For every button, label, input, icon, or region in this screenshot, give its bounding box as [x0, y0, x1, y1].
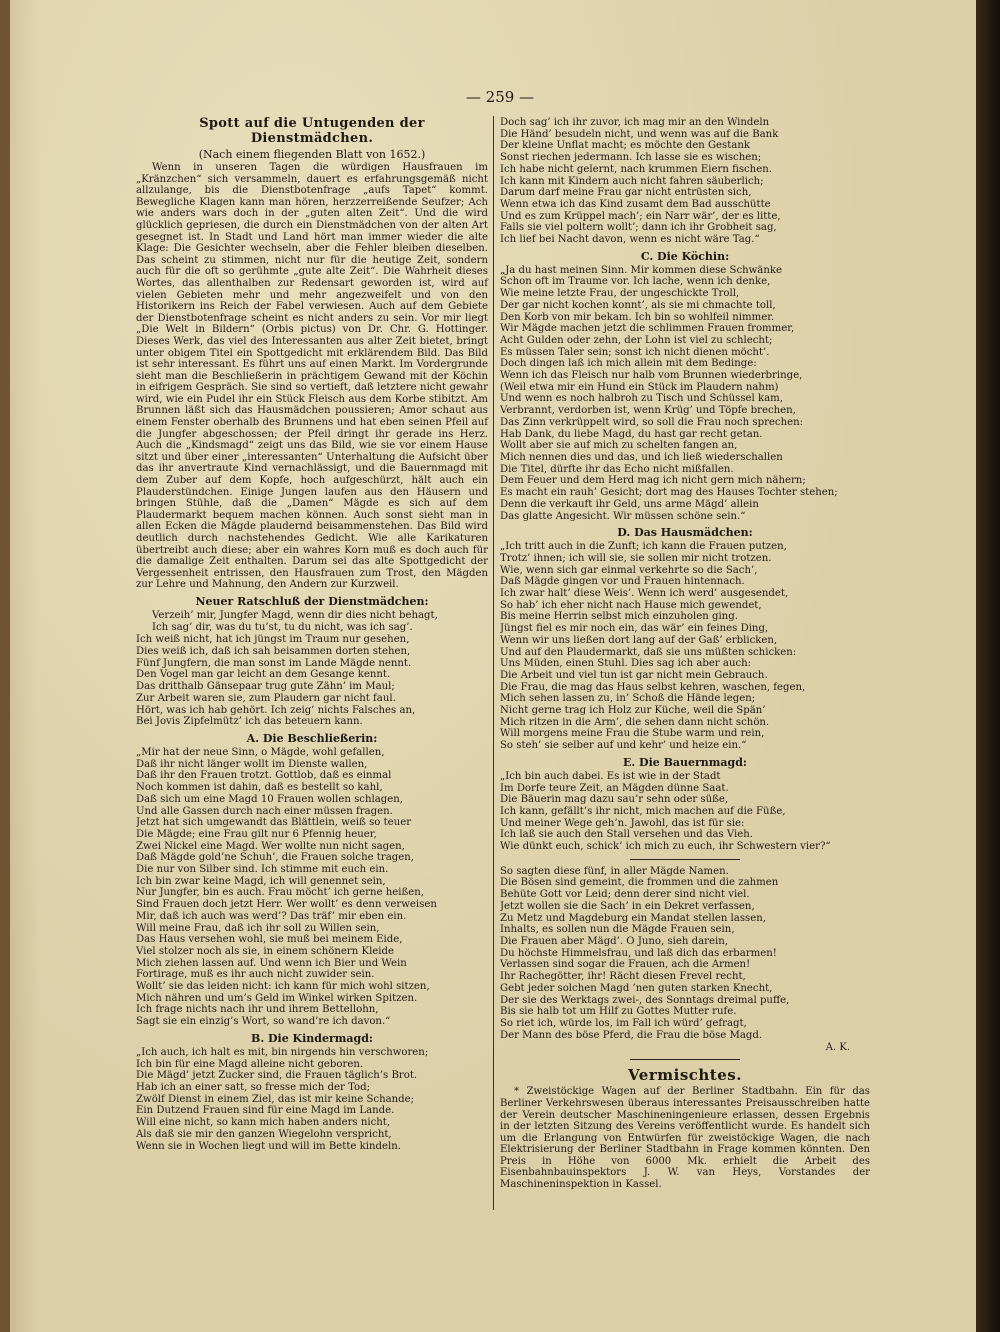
verse-line: Wollt aber sie auf mich zu schelten fangen an, [500, 440, 738, 452]
verse-line: „Ich tritt auch in die Zunft; ich kann die Frauen putzen, [500, 541, 787, 553]
verse-line: Daß Mägde gold’ne Schuh’, die Frauen solche tragen, [136, 852, 414, 864]
verse-line: Und wenn es noch halbroh zu Tisch und Schüssel kam, [500, 393, 783, 405]
verse-line: Mich nähren und um’s Geld im Winkel wirken Spitzen. [136, 992, 418, 1004]
verse-line: Die Titel, dürfte ihr das Echo nicht mißfallen. [500, 463, 734, 475]
verse-line: Zu Metz und Magdeburg ein Mandat stellen lassen, [500, 912, 766, 924]
verse-line: Wenn ich das Fleisch nur halb vom Brunnen wiederbringe, [500, 370, 803, 382]
misc-heading: Vermischtes. [628, 1066, 742, 1085]
verse-c [500, 265, 870, 522]
verse-line: So steh’ sie selber auf und kehr’ und heize ein.“ [500, 740, 747, 752]
verse-line: So hab’ ich eher nicht nach Hause mich gewendet, [500, 599, 762, 611]
verse-line: Jüngst fiel es mir noch ein, das wär’ ein feines Ding, [500, 623, 769, 635]
verse-line: Will meine Frau, daß ich ihr soll zu Willen sein, [136, 922, 380, 934]
verse-line: Zur Arbeit waren sie, zum Plaudern gar nicht faul. [136, 692, 396, 704]
verse-line: Du höchste Himmelsfrau, und laß dich das erbarmen! [500, 947, 777, 959]
verse-line: Die Arbeit und viel tun ist gar nicht mein Gebrauch. [500, 669, 768, 681]
verse-line: Verlassen sind sogar die Frauen, ach die Armen! [500, 959, 751, 971]
verse-line: Wie meine letzte Frau, der ungeschickte Troll, [500, 288, 740, 300]
verse-e [500, 771, 870, 853]
verse-line: Wir Mägde machen jetzt die schlimmen Frauen frommer, [500, 323, 795, 335]
verse-b-continued [500, 117, 870, 246]
verse-line: Ich weiß nicht, hat ich jüngst im Traum nur gesehen, [136, 634, 410, 646]
conclusion-verse [500, 866, 870, 1042]
section-heading-e: E. Die Bauernmagd: [622, 755, 747, 769]
article-intro: Wenn in unseren Tagen die würdigen Hausfrauen im „Kränzchen“ sich versammeln, dauert es erfahrungsgemäß nicht allzulange, bis die Dienstbotenfrage „aufs Tapet“ kommt. Bewegliche Klagen kann man hören, herzzerreißende Seufzer; Ach wie anders wars doch in der „guten alten Zeit“. Und die wird glücklich gepriesen, die durch ein Dienstmädchen von der alten Art gesegnet ist. In Stadt und Land hört man immer wieder die alte Klage: Die Gesichter wechseln, aber die Fehler bleiben dieselben. Das scheint zu stimmen, nicht nur für die heutige Zeit, sondern auch für die oft so gerühmte „gute alte Zeit“. Die Wahrheit dieses Wortes, das allenthalben zur Redensart geworden ist, wird auf vielen Gebieten mehr und mehr angezweifelt und von den Historikern ins Reich der Fabel verwiesen. Auch auf dem Gebiete der Dienstbotenfrage scheint es nicht anders zu sein. Vor mir liegt „Die Welt in Bildern“ (Orbis pictus) von Dr. Chr. G. Hottinger. Dieses Werk, das viel des Interessanten aus alter Zeit bietet, bringt unter obigem Titel ein Spottgedicht mit erklärendem Bild. Das Bild ist sehr interessant. Es führt uns auf einen Markt. Im Vordergrunde sieht man die Beschließerin in prächtigem Gewand mit der Köchin in eifrigem Gespräch. Sie sind so vertieft, daß letztere nicht gewahr wird, wie ein Pudel ihr ein Stück Fleisch aus dem Korbe stibitzt. Am Brunnen läßt sich das Hausmädchen poussieren; Amor schaut aus einem Fenster oberhalb des Brunnens und hat eben seinen Pfeil auf die Jungfer abgeschossen; der Pfeil dringt ihr gerade ins Herz. Auch die „Kindsmagd“ zeigt uns das Bild, wie sie vor einem Hause sitzt und über einer „interessanten“ Unterhaltung die Aufsicht über das ihr anvertraute Kind vernachlässigt, und die Bauernmagd mit dem Zuber auf dem Kopfe, hoch aufgeschürzt, hält auch ein Plauderstündchen. Einige Jungen laufen aus den Häusern und bringen Stühle, daß die „Damen“ Mägde es sich auf dem Plaudermarkt bequem machen können. Auch sonst sieht man in allen Ecken die Mägde plaudernd beisammenstehen. Das Bild wird deutlich durch nachstehendes Gedicht. Wie alle Karikaturen übertreibt auch diese; aber ein wahres Korn muß es doch auch für die damalige Zeit enthalten. Darum sei das alte Spottgedicht der Vergessenheit entrissen, den Hausfrauen zum Trost, den Mägden zur Lehre und Mahnung, den Andern zur Kurzweil. [136, 162, 488, 591]
right-column [500, 116, 870, 1191]
verse-line: Mich ritzen in die Arm’, die sehen dann nicht schön. [500, 716, 770, 728]
verse-line: Denn die verkauft ihr Geld, uns arme Mägd’ allein [500, 498, 759, 510]
verse-line: Acht Gulden oder zehn, der Lohn ist viel zu schlecht; [500, 334, 773, 346]
verse-line: Trotz’ ihnen; ich will sie, sie sollen mir nicht trotzen. [500, 552, 772, 564]
section-heading-c: C. Die Köchin: [640, 249, 730, 263]
verse-line: Noch kommen ist dahin, daß es bestellt so kahl, [136, 782, 383, 794]
verse-line: Den Vogel man gar leicht an dem Gesange kennt. [136, 669, 391, 681]
verse-a [136, 747, 488, 1028]
verse-line: Uns Müden, einen Stuhl. Dies sag ich aber auch: [500, 658, 752, 670]
verse-line: Hab Dank, du liebe Magd, du hast gar recht getan. [500, 428, 763, 440]
verse-line: Es macht ein rauh’ Gesicht; dort mag des Hauses Tochter stehen; [500, 487, 838, 499]
verse-line: Inhalts, es sollen nun die Mägde Frauen sein, [500, 924, 735, 936]
verse-line: Fortirage, muß es ihr auch nicht zuwider sein. [136, 969, 375, 981]
verse-line: Die Frauen aber Mägd’. O Juno, sieh darein, [500, 936, 728, 947]
verse-line: Verbrannt, verdorben ist, wenn Krüg’ und Töpfe brechen, [500, 405, 796, 417]
verse-line: Mir, daß ich auch was werd’? Das träf’ mir eben ein. [136, 910, 407, 922]
verse-line: So sagten diese fünf, in aller Mägde Namen. [500, 865, 729, 877]
verse-line: Hört, was ich hab gehört. Ich zeig’ nichts Falsches an, [136, 704, 416, 716]
verse-d [500, 541, 870, 752]
verse-line: Wenn wir uns ließen dort lang auf der Gaß’ erblicken, [500, 634, 778, 646]
verse-line: Wenn etwa ich das Kind zusamt dem Bad ausschütte [500, 198, 771, 210]
verse-line: Jetzt hat sich umgewandt das Blättlein, weiß so teuer [136, 817, 412, 829]
verse-line: Daß ihr den Frauen trotzt. Gottlob, daß es einmal [136, 770, 392, 782]
verse-line: Bei Jovis Zipfelmütz’ ich das beteuern kann. [136, 716, 363, 728]
verse-line: Darum darf meine Frau gar nicht entrüsten sich, [500, 187, 752, 199]
book-edge [976, 0, 1000, 1332]
verse-line: Der gar nicht kochen konnt’, als sie mi chmachte toll, [500, 299, 776, 311]
section-heading-b: B. Die Kindermagd: [251, 1031, 373, 1045]
verse-line: Hab ich an einer satt, so fresse mich der Tod; [136, 1081, 371, 1093]
verse-line: Falls sie viel poltern wollt’; dann ich ihr Grobheit sag, [500, 222, 777, 234]
verse-line: Als daß sie mir den ganzen Wiegelohn verspricht, [136, 1128, 392, 1140]
verse-line: Zwölf Dienst in einem Ziel, das ist mir keine Schande; [136, 1093, 415, 1105]
verse-line: Mich ziehen lassen auf. Und wenn ich Bier und Wein [136, 957, 407, 969]
verse-line: Und meiner Wege geh’n. Jawohl, das ist für sie: [500, 817, 745, 829]
verse-line: Die Händ’ besudeln nicht, und wenn was auf die Bank [500, 128, 779, 140]
verse-line: Die Frau, die mag das Haus selbst kehren, waschen, fegen, [500, 681, 806, 693]
verse-line: Der Mann des böse Pferd, die Frau die böse Magd. [500, 1029, 763, 1041]
verse-line: Die Bösen sind gemeint, die frommen und die zahmen [500, 877, 779, 889]
verse-line: Zwei Nickel eine Magd. Wer wollte nun nicht sagen, [136, 840, 405, 852]
verse-line: Daß Mägde gingen vor und Frauen hintennach. [500, 576, 745, 588]
verse-line: Wie dünkt euch, schick’ ich mich zu euch, ihr Schwestern vier?“ [500, 841, 831, 853]
verse-line: „Mir hat der neue Sinn, o Mägde, wohl gefallen, [136, 747, 385, 758]
verse-line: Bis sie halb tot um Hilf zu Gottes Mutter rufe. [500, 1006, 737, 1018]
verse-line: Nicht gerne trag ich Holz zur Küche, weil die Spän’ [500, 705, 766, 717]
verse-line: Ich zwar halt’ diese Weis’. Wenn ich werd’ ausgesendet, [500, 588, 789, 600]
verse-line: Dem Feuer und dem Herd mag ich nicht gern mich nähern; [500, 475, 806, 487]
signature-row [500, 1042, 870, 1053]
verse-line: Doch sag’ ich ihr zuvor, ich mag mir an den Windeln [500, 117, 770, 128]
verse-line: Ich kann, gefällt’s ihr nicht, mich machen auf die Füße, [500, 805, 786, 817]
verse-line: Gebt jeder solchen Magd ’nen guten starken Knecht, [500, 982, 773, 994]
verse-line: „Ich bin auch dabei. Es ist wie in der Stadt [500, 770, 721, 782]
verse-line: Die Bäuerin mag dazu sau’r sehn oder süße, [500, 794, 729, 806]
verse-line: So riet ich, würde los, im Fall ich würd’ gefragt, [500, 1017, 747, 1029]
verse-line: Das glatte Angesicht. Wir müssen schöne sein.“ [500, 510, 746, 522]
section-divider [630, 859, 740, 860]
verse-line: Wie, wenn sich gar einmal verkehrte so die Sach’, [500, 564, 758, 576]
verse-line: (Weil etwa mir ein Hund ein Stück im Plaudern nahm) [500, 381, 779, 393]
verse-line: Ich bin für eine Magd alleine nicht geboren. [136, 1058, 364, 1070]
verse-line: Ich sag’ dir, was du tu’st, tu du nicht, was ich sag’. [152, 621, 413, 633]
verse-line: Die nur von Silber sind. Ich stimme mit euch ein. [136, 864, 389, 876]
verse-line: „Ich auch, ich halt es mit, bin nirgends hin verschworen; [136, 1046, 429, 1058]
verse-line: Der sie des Werktags zwei-, des Sonntags dreimal puffe, [500, 994, 790, 1006]
verse-line: Es müssen Taler sein; sonst ich nicht dienen möcht’. [500, 346, 770, 358]
verse-line: Verzeih’ mir, Jungfer Magd, wenn dir dies nicht behagt, [152, 609, 438, 621]
verse-line: Viel stolzer noch als sie, in einem schönern Kleide [136, 945, 395, 957]
section-heading-a: A. Die Beschließerin: [246, 732, 378, 745]
verse-line: Ich lief bei Nacht davon, wenn es nicht wäre Tag.“ [500, 234, 760, 246]
verse-line: Dies weiß ich, daß ich sah beisammen dorten stehen, [136, 646, 411, 658]
verse-line: Wollt’ sie das leiden nicht: ich kann für mich wohl sitzen, [136, 981, 430, 993]
verse-line: „Ja du hast meinen Sinn. Mir kommen diese Schwänke [500, 264, 782, 276]
poem-lead [136, 610, 488, 633]
verse-line: Daß ihr nicht länger wollt im Dienste wallen, [136, 758, 368, 770]
author-signature: A. K. [825, 1042, 850, 1054]
verse-line: Sind Frauen doch jetzt Herr. Wer wollt’ es denn verweisen [136, 899, 437, 911]
verse-line: Ich laß sie auch den Stall versehen und das Vieh. [500, 829, 753, 841]
verse-line: Und auf den Plaudermarkt, daß sie uns müßten schicken: [500, 646, 797, 658]
binding-edge [0, 0, 10, 1332]
verse-line: Bis meine Herrin selbst mich einzuholen ging. [500, 611, 738, 623]
article-subtitle: (Nach einem fliegenden Blatt von 1652.) [198, 148, 426, 161]
verse-line: Wenn sie in Wochen liegt und will im Bette kindeln. [136, 1140, 401, 1152]
verse-line: Die Mägd’ jetzt Zucker sind, die Frauen täglich’s Brot. [136, 1070, 418, 1082]
article-title: Spott auf die Untugenden der Dienstmädchen. [199, 116, 425, 146]
verse-line: Jetzt wollen sie die Sach’ in ein Dekret verfassen, [500, 900, 755, 912]
page-number: — 259 — [465, 88, 535, 106]
column-divider [493, 116, 494, 1210]
verse-line: Und es zum Krüppel mach’; ein Narr wär’, der es litte, [500, 210, 781, 222]
poem-intro [136, 634, 488, 728]
section-heading-d: D. Das Hausmädchen: [617, 526, 753, 540]
verse-line: Ich kann mit Kindern auch nicht fahren säuberlich; [500, 175, 764, 187]
verse-line: Daß sich um eine Magd 10 Frauen wollen schlagen, [136, 793, 403, 805]
verse-line: Und alle Gassen durch nach einer müssen fragen. [136, 805, 393, 817]
verse-line: Sonst riechen jedermann. Ich lasse sie es wischen; [500, 152, 762, 164]
verse-line: Ich bin zwar keine Magd, ich will genennet sein, [136, 875, 386, 887]
verse-line: Ich frage nichts nach ihr und ihrem Bettellohn, [136, 1004, 379, 1016]
verse-line: Sagt sie ein einzig’s Wort, so wand’re ich davon.“ [136, 1016, 391, 1028]
verse-line: Schon oft im Traume vor. Ich lache, wenn ich denke, [500, 276, 771, 288]
verse-line: Mich nennen dies und das, und ich ließ wiederschallen [500, 451, 783, 463]
verse-line: Den Korb von mir bekam. Ich bin so wohlfeil nimmer. [500, 311, 775, 323]
misc-divider [630, 1059, 740, 1060]
verse-line: Das Haus versehen wohl, sie muß bei meinem Eide, [136, 934, 403, 946]
verse-line: Die Mägde; eine Frau gilt nur 6 Pfennig heuer, [136, 828, 377, 840]
verse-line: Das dritthalb Gänsepaar trug gute Zähn’ im Maul; [136, 681, 395, 693]
verse-b [136, 1047, 488, 1152]
verse-line: Behüte Gott vor Leid; denn derer sind nicht viel. [500, 889, 750, 901]
misc-notice: * Zweistöckige Wagen auf der Berliner Stadtbahn. Ein für das Berliner Verkehrswesen überaus interessantes Preisausschreiben hatte der Verein deutscher Maschineningenieure erlassen, dessen Ergebnis in der letzten Sitzung des Vereins veröffentlicht wurde. Es handelt sich um die Erlangung von Entwürfen für zweistöckige Wagen, die nach Elektrisierung der Berliner Stadtbahn in Frage kommen könnten. Den Preis in Höhe von 6000 Mk. erhielt die Arbeit des Eisenbahnbauinspektors J. W. van Heys, Vorstandes der Maschineninspektion in Kassel. [500, 1086, 870, 1191]
verse-line: Will eine nicht, so kann mich haben anders nicht, [136, 1117, 391, 1129]
verse-line: Der kleine Unflat macht; es möchte den Gestank [500, 140, 750, 152]
verse-line: Doch dingen laß ich mich allein mit dem Bedinge: [500, 358, 757, 370]
verse-line: Im Dorfe teure Zeit, an Mägden dünne Saat. [500, 782, 729, 794]
verse-line: Ein Dutzend Frauen sind für eine Magd im Lande. [136, 1105, 395, 1117]
verse-line: Mich sehen lassen zu, in’ Schoß die Hände legen; [500, 693, 756, 705]
verse-line: Nur Jungfer, bin es auch. Frau möcht’ ich gerne heißen, [136, 887, 424, 899]
left-column [136, 116, 488, 1153]
poem-title: Neuer Ratschluß der Dienstmädchen: [195, 594, 429, 608]
verse-line: Ihr Rachegötter, ihr! Rächt diesen Frevel recht, [500, 971, 746, 983]
verse-line: Das Zinn verkrüppelt wird, so soll die Frau noch sprechen: [500, 416, 804, 428]
verse-line: Fünf Jungfern, die man sonst im Lande Mägde nennt. [136, 657, 412, 669]
verse-line: Will morgens meine Frau die Stube warm und rein, [500, 728, 765, 740]
verse-line: Ich habe nicht gelernt, nach krummen Eiern fischen. [500, 163, 772, 175]
